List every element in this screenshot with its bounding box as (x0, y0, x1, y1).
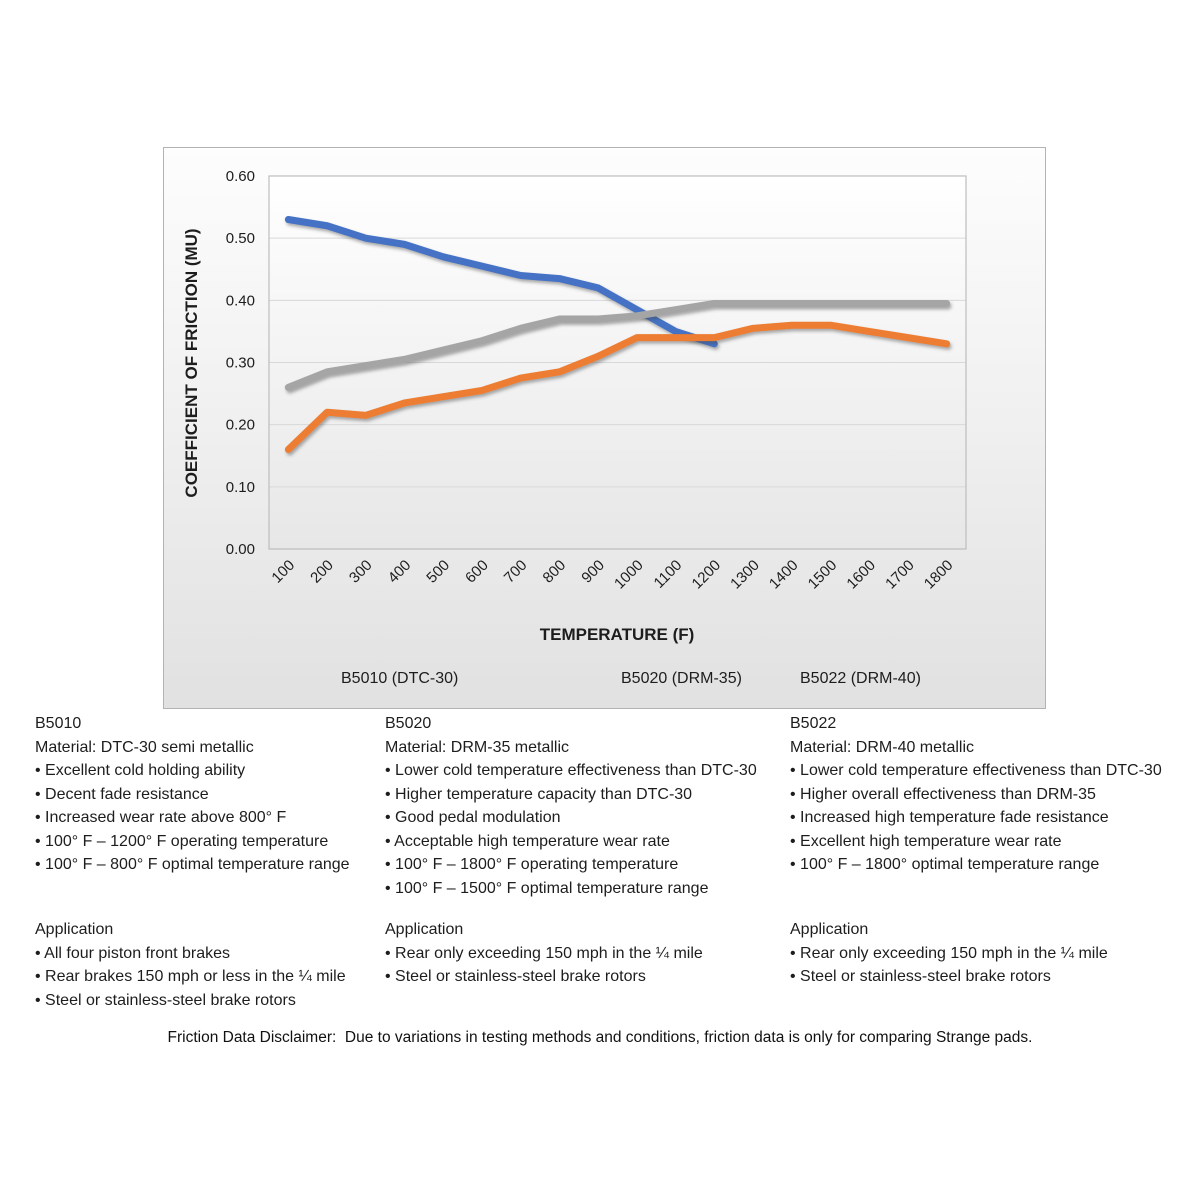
product-code: B5020 (385, 715, 432, 732)
product-features (385, 759, 757, 900)
feature-item: • 100° F – 1800° F operating temperature (385, 856, 679, 873)
x-tick-label: 100 (268, 556, 299, 587)
x-tick-label: 1600 (843, 556, 880, 593)
application-item: • Steel or stainless-steel brake rotors (35, 991, 296, 1009)
x-tick-label: 700 (500, 556, 531, 587)
x-tick-label: 1200 (688, 556, 725, 593)
product-material: Material: DRM-35 metallic (385, 738, 570, 756)
legend-label: B5020 (DRM-35) (621, 670, 742, 687)
y-axis-title: COEFFICIENT OF FRICTION (MU) (182, 228, 201, 498)
application-list (790, 942, 1108, 989)
friction-chart-svg (164, 148, 1045, 708)
legend-label: B5010 (DTC-30) (341, 670, 459, 687)
legend-item-b5010 (283, 670, 458, 687)
feature-item: • Higher overall effectiveness than DRM-35 (790, 785, 1096, 803)
application-list (35, 942, 346, 1013)
x-tick-label: 1400 (765, 556, 802, 593)
feature-item: • 100° F – 1800° optimal temperature range (790, 856, 1100, 873)
x-tick-label: 1700 (882, 556, 918, 593)
x-tick-label: 1100 (650, 556, 686, 592)
x-tick-label: 600 (462, 556, 492, 587)
y-tick-label: 0.00 (225, 541, 255, 558)
feature-item: • Lower cold temperature effectiveness than DTC-30 (385, 762, 757, 779)
x-tick-label: 1000 (611, 556, 647, 593)
x-tick-label: 400 (384, 556, 415, 587)
x-tick-label: 300 (345, 556, 376, 587)
application-section (790, 918, 1108, 989)
application-section (35, 918, 346, 1012)
x-tick-label: 500 (423, 556, 454, 587)
y-tick-label: 0.10 (225, 478, 255, 496)
legend-item-b5022 (742, 670, 921, 687)
y-tick-label: 0.60 (225, 168, 255, 185)
legend-label: B5022 (DRM-40) (800, 670, 921, 687)
feature-item: • 100° F – 800° F optimal temperature range (35, 856, 350, 873)
feature-item: • Increased high temperature fade resistance (790, 809, 1109, 826)
application-list (385, 942, 703, 989)
feature-item: • 100° F – 1200° F operating temperature (35, 832, 329, 850)
product-column-b5022 (790, 712, 1162, 985)
feature-item: • Increased wear rate above 800° F (35, 809, 287, 826)
feature-item: • Excellent cold holding ability (35, 762, 246, 779)
product-material: Material: DTC-30 semi metallic (35, 738, 254, 756)
application-title: Application (385, 921, 464, 938)
x-tick-label: 1800 (920, 556, 957, 593)
x-tick-label: 900 (578, 556, 608, 587)
y-tick-label: 0.50 (225, 230, 255, 248)
product-code: B5022 (790, 715, 837, 732)
application-item: • Rear only exceeding 150 mph in the ¼ mile (385, 944, 703, 962)
x-tick-label: 1300 (727, 556, 763, 593)
x-tick-label: 1500 (804, 556, 841, 593)
y-tick-label: 0.20 (225, 416, 255, 434)
x-tick-label: 200 (307, 556, 337, 587)
product-features (790, 759, 1162, 877)
application-item: • Steel or stainless-steel brake rotors (385, 968, 646, 985)
y-tick-label: 0.30 (225, 354, 255, 372)
feature-item: • Higher temperature capacity than DTC-30 (385, 785, 693, 803)
feature-item: • Excellent high temperature wear rate (790, 832, 1062, 850)
product-features (35, 759, 350, 877)
feature-item: • Acceptable high temperature wear rate (385, 832, 670, 850)
application-item: • Rear only exceeding 150 mph in the ¼ mile (790, 944, 1108, 962)
product-column-b5020 (385, 712, 757, 985)
friction-chart (163, 147, 1046, 709)
plot-area (226, 168, 966, 592)
x-axis-title: TEMPERATURE (F) (539, 625, 695, 644)
y-tick-label: 0.40 (225, 292, 255, 310)
friction-disclaimer: Friction Data Disclaimer: Due to variations in testing methods and conditions, friction data is only for comparing Strange pads. (167, 1029, 1033, 1046)
product-code: B5010 (35, 715, 82, 732)
application-section (385, 918, 703, 989)
feature-item: • Good pedal modulation (385, 809, 561, 826)
x-tick-label: 800 (539, 556, 570, 587)
application-item: • Rear brakes 150 mph or less in the ¼ mile (35, 968, 346, 985)
legend-item-b5020 (563, 670, 742, 687)
application-title: Application (35, 921, 114, 938)
product-material: Material: DRM-40 metallic (790, 738, 975, 756)
feature-item: • Decent fade resistance (35, 785, 209, 803)
product-column-b5010 (35, 712, 350, 1009)
feature-item: • Lower cold temperature effectiveness than DTC-30 (790, 762, 1162, 779)
chart-legend (283, 670, 921, 687)
feature-item: • 100° F – 1500° F optimal temperature range (385, 879, 709, 897)
application-item: • All four piston front brakes (35, 944, 231, 962)
application-item: • Steel or stainless-steel brake rotors (790, 968, 1051, 985)
application-title: Application (790, 921, 869, 938)
